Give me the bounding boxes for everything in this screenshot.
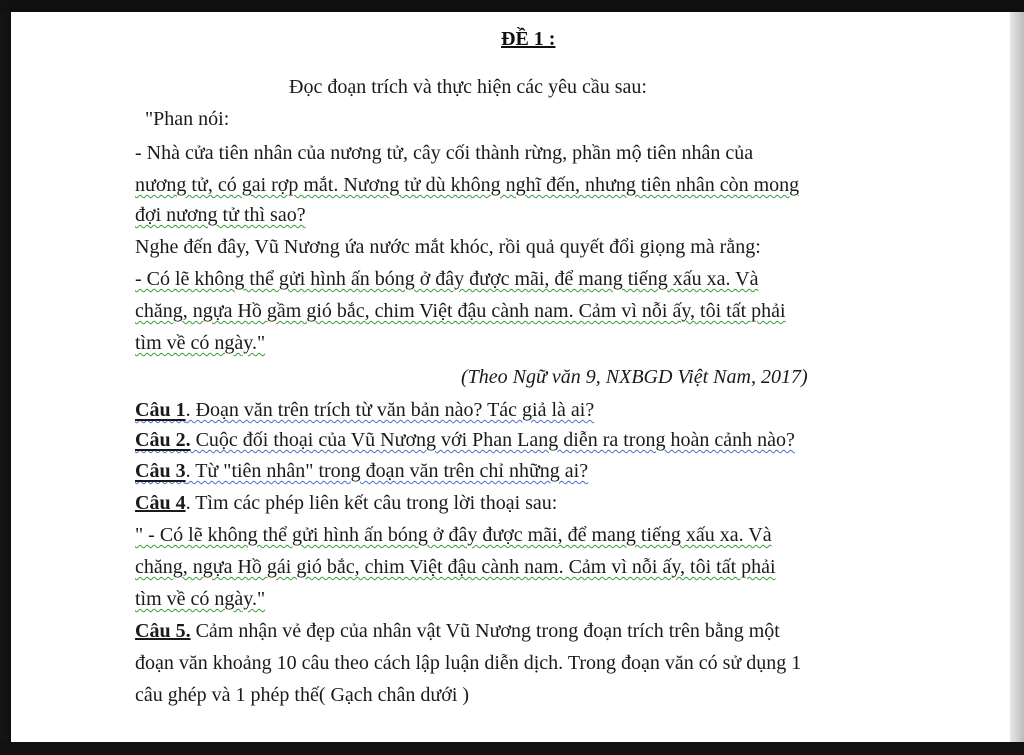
question-1-label: Câu 1 xyxy=(135,399,186,421)
question-3 xyxy=(135,458,588,484)
question-3-text: . Từ "tiên nhân" trong đoạn văn trên chỉ những ai? xyxy=(185,460,589,482)
passage-line-4: Nghe đến đây, Vũ Nương ứa nước mắt khóc, rồi quả quyết đổi giọng mà rằng: xyxy=(135,236,761,258)
passage-line-1: - Nhà cửa tiên nhân của nương tử, cây cối thành rừng, phần mộ tiên nhân của xyxy=(135,142,754,164)
question-2-label: Câu 2. xyxy=(135,429,191,451)
question-5-line-1 xyxy=(135,618,780,644)
source-citation: (Theo Ngữ văn 9, NXBGD Việt Nam, 2017) xyxy=(461,366,808,388)
question-1-text: . Đoạn văn trên trích từ văn bản nào? Tác giả là ai? xyxy=(185,399,595,421)
document-page xyxy=(11,12,1024,742)
top-frame-bar xyxy=(0,0,1024,12)
passage-opening: "Phan nói: xyxy=(145,108,230,130)
passage-line-5: - Có lẽ không thể gửi hình ấn bóng ở đây được mãi, để mang tiếng xấu xa. Và xyxy=(135,268,759,290)
question-5-line-2: đoạn văn khoảng 10 câu theo cách lập luận diễn dịch. Trong đoạn văn có sử dụng 1 xyxy=(135,652,802,674)
question-4 xyxy=(135,490,557,516)
passage-line-7: tìm về có ngày." xyxy=(135,332,266,354)
passage-line-3: đợi nương tử thì sao? xyxy=(135,204,306,226)
bottom-frame-bar xyxy=(0,742,1024,755)
question-5-line-3: câu ghép và 1 phép thế( Gạch chân dưới ) xyxy=(135,684,470,706)
quote-line-1: " - Có lẽ không thể gửi hình ấn bóng ở đây được mãi, để mang tiếng xấu xa. Và xyxy=(135,524,772,546)
question-4-text: . Tìm các phép liên kết câu trong lời thoại sau: xyxy=(185,492,558,514)
question-3-label: Câu 3 xyxy=(135,460,186,482)
page-edge-shadow xyxy=(1010,12,1024,742)
question-5-text: Cảm nhận vẻ đẹp của nhân vật Vũ Nương trong đoạn trích trên bằng một xyxy=(190,620,780,642)
instruction-text: Đọc đoạn trích và thực hiện các yêu cầu sau: xyxy=(289,76,647,98)
question-2 xyxy=(135,427,795,453)
quote-line-3: tìm về có ngày." xyxy=(135,588,266,610)
quote-line-2: chăng, ngựa Hồ gái gió bắc, chim Việt đậu cành nam. Cảm vì nỗi ấy, tôi tất phải xyxy=(135,556,776,578)
question-5-label: Câu 5. xyxy=(135,620,191,642)
passage-line-6: chăng, ngựa Hồ gầm gió bắc, chim Việt đậu cành nam. Cảm vì nỗi ấy, tôi tất phải xyxy=(135,300,786,322)
document-title: ĐỀ 1 : xyxy=(501,28,556,50)
question-4-label: Câu 4 xyxy=(135,492,186,514)
question-1 xyxy=(135,397,594,423)
passage-line-2: nương tử, có gai rợp mắt. Nương tử dù không nghĩ đến, nhưng tiên nhân còn mong xyxy=(135,174,800,196)
question-2-text: Cuộc đối thoại của Vũ Nương với Phan Lang diễn ra trong hoàn cảnh nào? xyxy=(190,429,795,451)
